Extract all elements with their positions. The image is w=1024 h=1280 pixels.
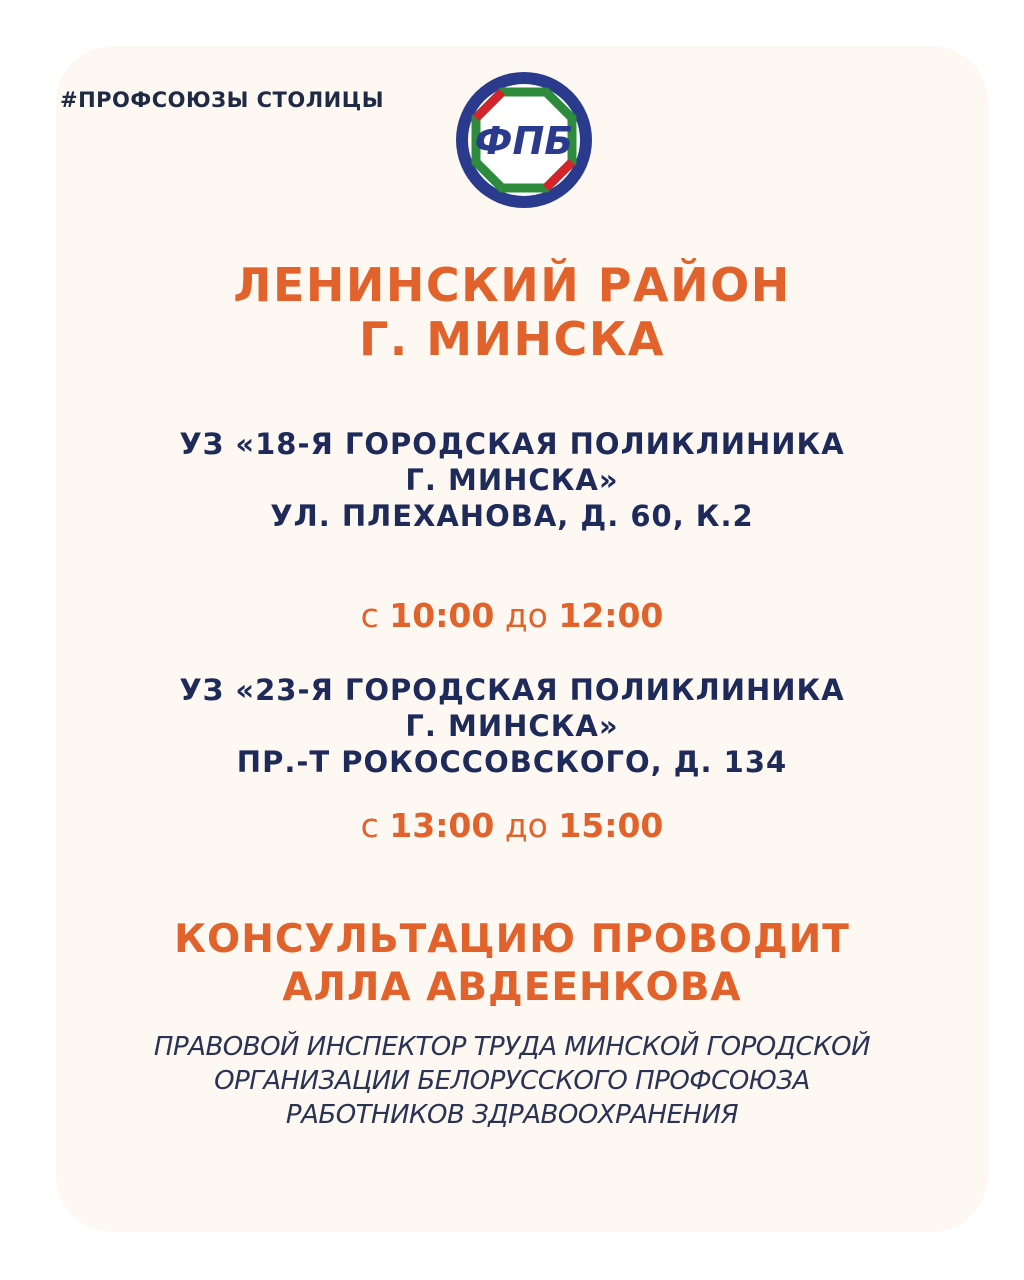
clinic-2-name-line-2: Г. МИНСКА» (405, 709, 619, 743)
role-line-3: РАБОТНИКОВ ЗДРАВООХРАНЕНИЯ (285, 1100, 739, 1130)
clinic-2-from-word: с (360, 806, 379, 845)
clinic-2-address: ПР.-Т РОКОССОВСКОГО, Д. 134 (236, 745, 788, 779)
clinic-2-from-time: 13:00 (389, 806, 495, 845)
clinic-2-to-time: 15:00 (558, 806, 664, 845)
consultation-heading (0, 916, 1024, 1012)
district-line-1: ЛЕНИНСКИЙ РАЙОН (233, 258, 791, 312)
clinic-1-to-word: до (504, 596, 548, 635)
clinic-2-name-line-1: УЗ «23-Я ГОРОДСКАЯ ПОЛИКЛИНИКА (179, 673, 845, 707)
clinic-1-from-word: с (360, 596, 379, 635)
consultation-line-1: КОНСУЛЬТАЦИЮ ПРОВОДИТ (174, 917, 850, 962)
clinic-2-to-word: до (504, 806, 548, 845)
clinic-1-hours (0, 596, 1024, 636)
clinic-2-hours (0, 806, 1024, 846)
role-line-1: ПРАВОВОЙ ИНСПЕКТОР ТРУДА МИНСКОЙ ГОРОДСКОЙ (153, 1032, 871, 1062)
clinic-1-address: УЛ. ПЛЕХАНОВА, Д. 60, К.2 (270, 499, 754, 533)
role-line-2: ОРГАНИЗАЦИИ БЕЛОРУССКОГО ПРОФСОЮЗА (214, 1066, 810, 1096)
clinic-1-name-line-1: УЗ «18-Я ГОРОДСКАЯ ПОЛИКЛИНИКА (179, 427, 845, 461)
svg-text:ФПБ: ФПБ (474, 119, 574, 163)
district-line-2: Г. МИНСКА (358, 312, 666, 366)
hashtag: #ПРОФСОЮЗЫ СТОЛИЦЫ (60, 88, 384, 112)
clinic-2 (0, 672, 1024, 780)
clinic-1-to-time: 12:00 (558, 596, 664, 635)
clinic-1 (0, 426, 1024, 534)
fpb-union-emblem-icon (454, 70, 594, 210)
district-heading (0, 258, 1024, 366)
clinic-1-name-line-2: Г. МИНСКА» (405, 463, 619, 497)
consultant-role (0, 1030, 1024, 1132)
consultation-line-2: АЛЛА АВДЕЕНКОВА (282, 965, 742, 1010)
clinic-1-from-time: 10:00 (389, 596, 495, 635)
